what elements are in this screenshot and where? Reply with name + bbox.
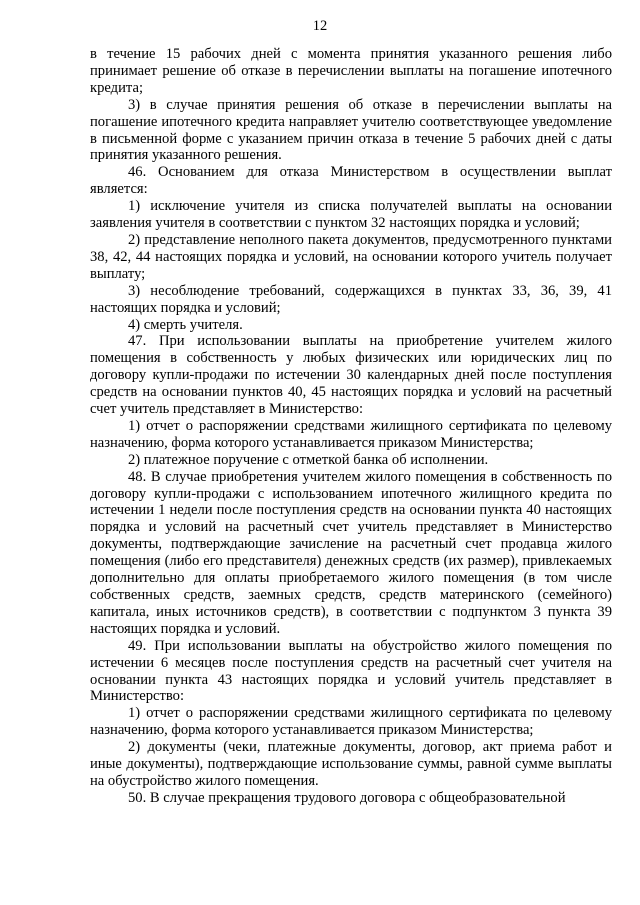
paragraph: 2) документы (чеки, платежные документы, договор, акт приема работ и иные документы), подтверждающие использование суммы, равной сумме выплаты на обустройство жилого помещения.: [90, 739, 612, 789]
paragraph: 4) смерть учителя.: [128, 316, 243, 333]
paragraph: 2) платежное поручение с отметкой банка об исполнении.: [128, 451, 489, 468]
paragraph-section-48: 48. В случае приобретения учителем жилого помещения в собственность по договору купли-продажи с использованием ипотечного жилищного кредита по истечении 1 недели после поступления средств на основании пункта 40 настоящих порядка и условий на расчетный счет учитель представляет в Министерство документы, подтверждающие зачисление на расчетный счет продавца жилого помещения (либо его представителя) денежных средств (их размер), привлекаемых дополнительно для оплаты приобретаемого жилого помещения (в том числе собственных средств, заемных средств, средств материнского (семейного) капитала, иных источников средств), в соответствии с подпунктом 3 пункта 39 настоящих порядка и условий.: [90, 468, 612, 637]
paragraph: 3) в случае принятия решения об отказе в перечислении выплаты на погашение ипотечного кредита направляет учителю соответствующее уведомление в письменной форме с указанием причин отказа в течение 5 рабочих дней с даты принятия указанного решения.: [90, 96, 612, 164]
paragraph-section-49: 49. При использовании выплаты на обустройство жилого помещения по истечении 6 месяцев после поступления средств на расчетный счет учителя на основании пункта 43 настоящих порядка и условий учитель представляет в Министерство:: [90, 637, 612, 705]
paragraph: 1) исключение учителя из списка получателей выплаты на основании заявления учителя в соответствии с пунктом 32 настоящих порядка и условий;: [90, 198, 612, 232]
paragraph: 2) представление неполного пакета документов, предусмотренного пунктами 38, 42, 44 настоящих порядка и условий, на основании которого учитель получает выплату;: [90, 231, 612, 282]
paragraph-section-47: 47. При использовании выплаты на приобретение учителем жилого помещения в собственность у любых физических или юридических лиц по договору купли-продажи по истечении 30 календарных дней после поступления средств на основании пунктов 40, 45 настоящих порядка и условий на расчетный счет учитель представляет в Министерство:: [90, 333, 612, 418]
paragraph: 1) отчет о распоряжении средствами жилищного сертификата по целевому назначению, форма которого устанавливается приказом Министерства;: [90, 705, 612, 739]
page-number: 12: [312, 18, 328, 34]
paragraph-section-50: 50. В случае прекращения трудового договора с общеобразовательной: [128, 789, 566, 806]
paragraph-continuation: в течение 15 рабочих дней с момента принятия указанного решения либо принимает решение об отказе в перечислении выплаты на погашение ипотечного кредита;: [90, 46, 612, 96]
paragraph: 3) несоблюдение требований, содержащихся в пунктах 33, 36, 39, 41 настоящих порядка и условий;: [90, 282, 612, 316]
paragraph-section-46: 46. Основанием для отказа Министерством в осуществлении выплат является:: [90, 164, 612, 198]
paragraph: 1) отчет о распоряжении средствами жилищного сертификата по целевому назначению, форма которого устанавливается приказом Министерства;: [90, 417, 612, 451]
document-body: [90, 46, 612, 807]
